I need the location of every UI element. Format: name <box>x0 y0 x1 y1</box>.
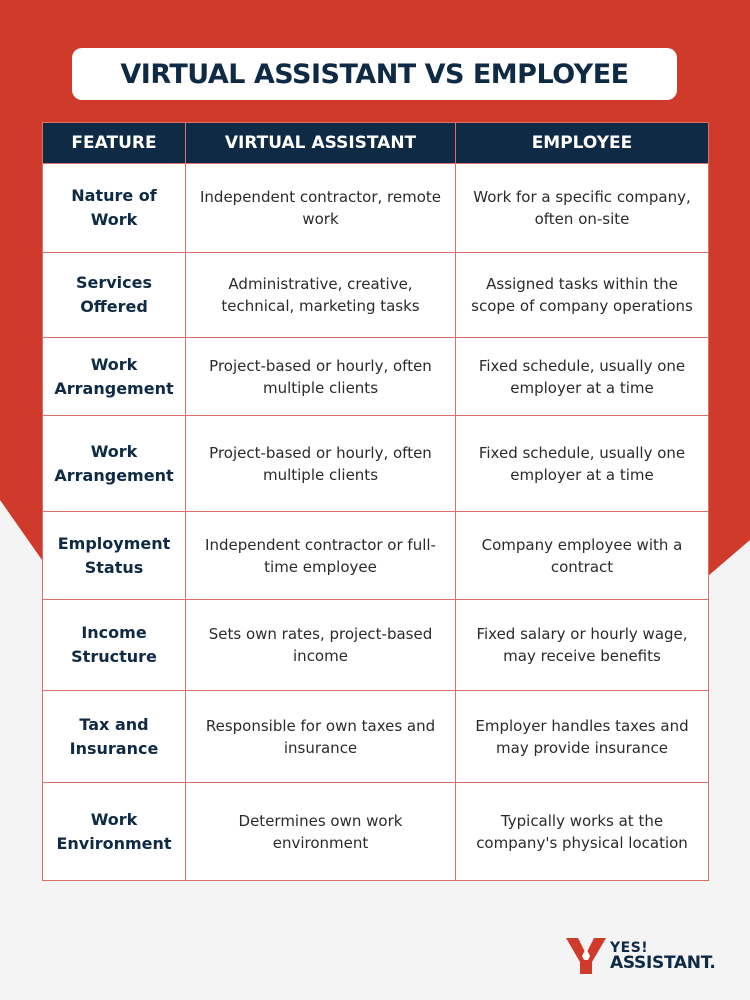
brand-logo <box>566 938 716 974</box>
header-row <box>43 123 709 164</box>
employee-cell: Fixed schedule, usually one employer at a time <box>456 416 709 512</box>
va-cell: Determines own work environment <box>186 783 456 881</box>
feature-cell: Work Arrangement <box>43 416 186 512</box>
table-row <box>43 783 709 881</box>
feature-cell: Tax and Insurance <box>43 691 186 783</box>
brand-mark-icon <box>566 938 606 974</box>
header-employee: EMPLOYEE <box>456 123 709 164</box>
table-row <box>43 512 709 600</box>
feature-cell: Employment Status <box>43 512 186 600</box>
va-cell: Project-based or hourly, often multiple clients <box>186 338 456 416</box>
va-cell: Responsible for own taxes and insurance <box>186 691 456 783</box>
employee-cell: Typically works at the company's physical location <box>456 783 709 881</box>
employee-cell: Employer handles taxes and may provide insurance <box>456 691 709 783</box>
header-virtual-assistant: VIRTUAL ASSISTANT <box>186 123 456 164</box>
employee-cell: Assigned tasks within the scope of company operations <box>456 253 709 338</box>
header-feature: FEATURE <box>43 123 186 164</box>
va-cell: Administrative, creative, technical, marketing tasks <box>186 253 456 338</box>
table-row <box>43 416 709 512</box>
page-title: VIRTUAL ASSISTANT VS EMPLOYEE <box>120 58 629 90</box>
feature-cell: Work Arrangement <box>43 338 186 416</box>
logo-line-2: ASSISTANT. <box>610 952 716 973</box>
table-row <box>43 253 709 338</box>
va-cell: Sets own rates, project-based income <box>186 600 456 691</box>
feature-cell: Work Environment <box>43 783 186 881</box>
table-row <box>43 338 709 416</box>
table-row <box>43 164 709 253</box>
table-row <box>43 600 709 691</box>
employee-cell: Company employee with a contract <box>456 512 709 600</box>
va-cell: Independent contractor or full-time employee <box>186 512 456 600</box>
employee-cell: Fixed salary or hourly wage, may receive benefits <box>456 600 709 691</box>
title-banner <box>72 48 677 100</box>
va-cell: Independent contractor, remote work <box>186 164 456 253</box>
feature-cell: Services Offered <box>43 253 186 338</box>
employee-cell: Fixed schedule, usually one employer at a time <box>456 338 709 416</box>
comparison-table <box>42 122 709 881</box>
va-cell: Project-based or hourly, often multiple clients <box>186 416 456 512</box>
table-row <box>43 691 709 783</box>
employee-cell: Work for a specific company, often on-site <box>456 164 709 253</box>
logo-line-1: YES! <box>610 939 649 956</box>
feature-cell: Income Structure <box>43 600 186 691</box>
feature-cell: Nature of Work <box>43 164 186 253</box>
